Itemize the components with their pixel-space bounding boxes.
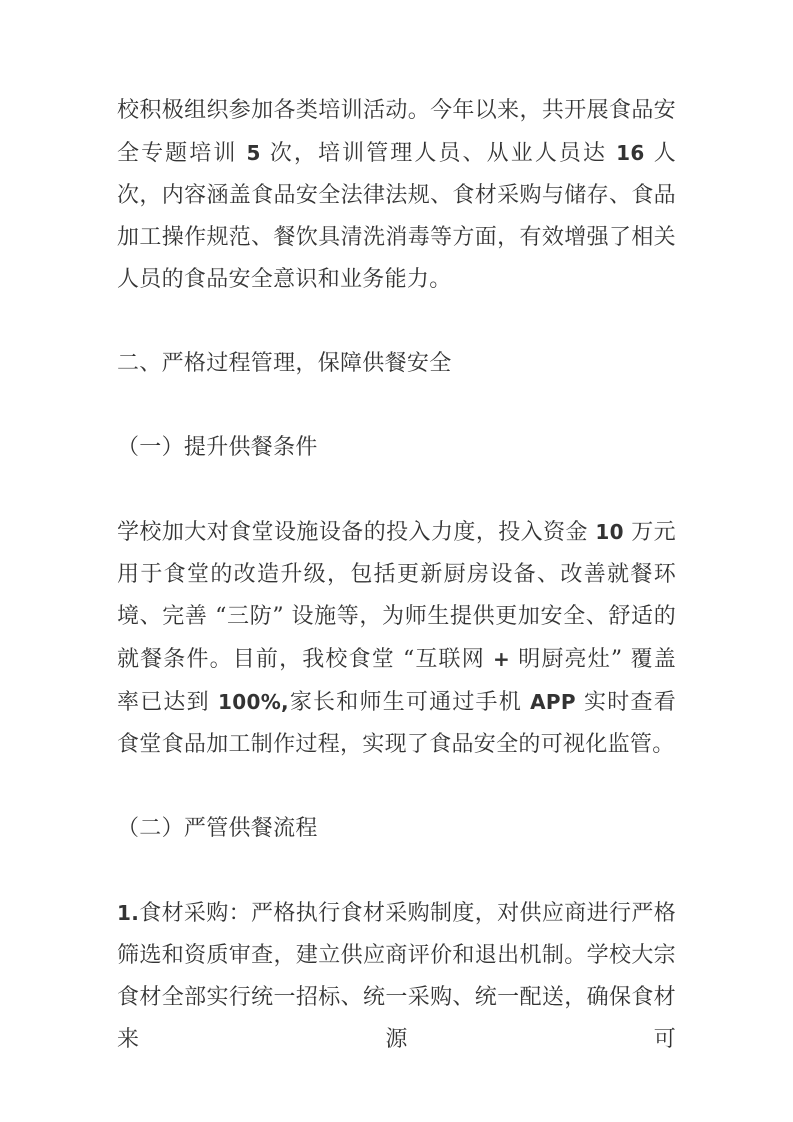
number-run: 16 [616,141,645,165]
subsection-heading-2-1 [117,427,676,469]
text-run: 明厨亮灶” 覆盖率已达到 [117,647,676,715]
text-run: 家长和师生可通过手机 [288,690,531,715]
text-run: 次，培训管理人员、从业人员达 [260,141,617,166]
body-paragraph-canteen-upgrade [117,511,676,766]
number-run: 100%, [218,690,289,714]
body-paragraph-procurement [117,892,676,1061]
heading-text: 二、严格过程管理，保障供餐安全 [117,351,452,376]
body-paragraph-training [117,90,676,301]
section-heading-2 [117,343,676,385]
acronym-run: APP [530,690,576,714]
subsection-heading-2-2 [117,808,676,850]
number-run: 10 [595,520,624,544]
text-run: 学校加大对食堂设施设备的投入力度，投入资金 [117,520,596,545]
text-run: 万元用于食堂的改造升级，包括更新厨房设备、改善就餐环境、完善 “三防” 设施等，为师生提供更加安全、舒适的就餐条件。目前，我校食堂 “互联网 [117,520,676,672]
plus-sign-run: + [493,647,511,671]
text-run: 人次，内容涵盖食品安全法律法规、食材采购与储存、食品加工操作规范、餐饮具清洗消毒等方面，有效增强了相关人员的食品安全意识和业务能力。 [117,141,676,292]
number-run: 5 [246,141,261,165]
heading-text: （二）严管供餐流程 [117,816,318,841]
text-run: 校积极组织参加各类培训活动。今年以来，共开展食品安全专题培训 [117,98,676,166]
list-number-run: 1. [117,901,140,925]
text-run: 食材采购：严格执行食材采购制度，对供应商进行严格筛选和资质审查，建立供应商评价和退出机制。学校大宗食材全部实行统一招标、统一采购、统一配送，确保食材来源可 [117,901,676,1052]
text-run: 实时查看食堂食品加工制作过程，实现了食品安全的可视化监管。 [117,690,676,757]
heading-text: （一）提升供餐条件 [117,435,318,460]
